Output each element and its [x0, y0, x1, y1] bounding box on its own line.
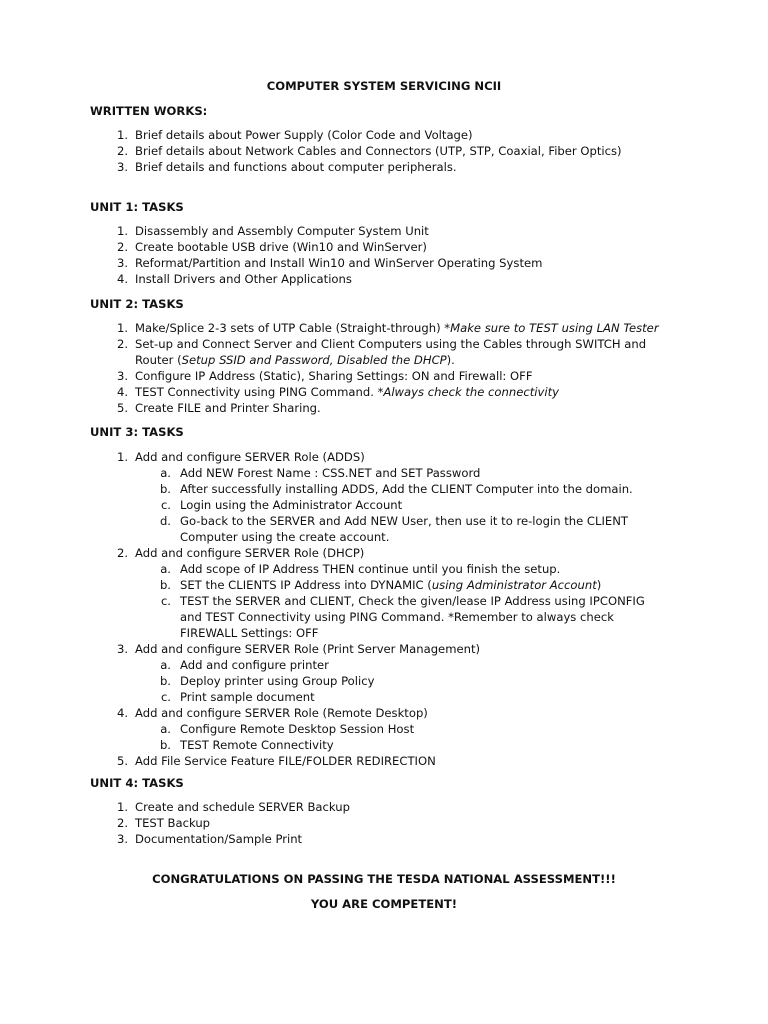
written-works-list — [0, 127, 665, 175]
unit2-list — [0, 320, 665, 416]
unit4-heading: UNIT 4: TASKS — [90, 776, 184, 790]
list-item: 4. Add and configure SERVER Role (Remote Desktop) a. Configure Remote Desktop Session Host b. TEST Remote Connectivity — [0, 705, 665, 753]
sub-list-item: c. TEST the SERVER and CLIENT, Check the given/lease IP Address using IPCONFIG and TEST Connectivity using PING Command. *Remember to always check FIREWALL Settings: OFF — [160, 594, 645, 640]
sub-list-item: a. Configure Remote Desktop Session Host — [160, 722, 415, 736]
sub-list — [135, 657, 665, 705]
list-item: 3. Configure IP Address (Static), Sharing Settings: ON and Firewall: OFF — [116, 369, 533, 383]
written-works-heading: WRITTEN WORKS: — [90, 104, 208, 118]
list-item: 2. Create bootable USB drive (Win10 and WinServer) — [116, 240, 427, 254]
sub-list-item: c. Print sample document — [160, 690, 315, 704]
sub-list-item: b. TEST Remote Connectivity — [159, 738, 334, 752]
sub-list-item: c. Login using the Administrator Account — [160, 498, 403, 512]
document-title: COMPUTER SYSTEM SERVICING NCII — [266, 79, 502, 93]
sub-list-item: b. Deploy printer using Group Policy — [159, 674, 375, 688]
unit4-list — [0, 799, 665, 847]
list-item: 1. Make/Splice 2-3 sets of UTP Cable (Straight-through) *Make sure to TEST using LAN Tester — [116, 321, 659, 335]
list-item: 1. Brief details about Power Supply (Color Code and Voltage) — [116, 128, 473, 142]
sub-list — [135, 465, 665, 545]
list-item: 4. TEST Connectivity using PING Command. *Always check the connectivity — [116, 385, 559, 399]
list-item: 2. TEST Backup — [116, 816, 211, 830]
sub-list — [135, 721, 665, 753]
unit2-heading: UNIT 2: TASKS — [90, 297, 184, 311]
sub-list-item: a. Add NEW Forest Name : CSS.NET and SET Password — [160, 466, 481, 480]
sub-list-item: a. Add and configure printer — [160, 658, 329, 672]
list-item: 5. Add File Service Feature FILE/FOLDER REDIRECTION — [116, 754, 436, 768]
sub-list-item: b. After successfully installing ADDS, Add the CLIENT Computer into the domain. — [159, 482, 633, 496]
sub-list — [135, 561, 665, 641]
list-item: 2. Set-up and Connect Server and Client Computers using the Cables through SWITCH and Router (Setup SSID and Password, Disabled the DHCP). — [116, 337, 647, 367]
list-item: 3. Documentation/Sample Print — [116, 832, 303, 846]
list-item: 2. Brief details about Network Cables and Connectors (UTP, STP, Coaxial, Fiber Optics) — [116, 144, 622, 158]
list-item: 1. Create and schedule SERVER Backup — [116, 800, 350, 814]
sub-list-item: d. Go-back to the SERVER and Add NEW User, then use it to re-login the CLIENT Computer using the create account. — [159, 514, 628, 544]
congratulations-text: CONGRATULATIONS ON PASSING THE TESDA NATIONAL ASSESSMENT!!! — [152, 872, 616, 886]
sub-list-item: b. SET the CLIENTS IP Address into DYNAMIC (using Administrator Account) — [159, 578, 602, 592]
list-item: 5. Create FILE and Printer Sharing. — [116, 401, 321, 415]
unit1-heading: UNIT 1: TASKS — [90, 200, 184, 214]
sub-list-item: a. Add scope of IP Address THEN continue until you finish the setup. — [160, 562, 561, 576]
unit1-list — [0, 223, 665, 287]
list-item: 3. Reformat/Partition and Install Win10 and WinServer Operating System — [116, 256, 543, 270]
list-item: 3. Brief details and functions about computer peripherals. — [116, 160, 457, 174]
list-item: 3. Add and configure SERVER Role (Print Server Management) a. Add and configure printer b. Deploy printer using Group Policy c. Print sample document — [0, 641, 665, 705]
list-item: 2. Add and configure SERVER Role (DHCP) a. Add scope of IP Address THEN continue until you finish the setup. b. SET the CLIENTS IP Address into DYNAMIC (using Administrator Account) c. TEST the SERVER and CLIENT, Check the given/lease IP Address using IPCONFIG and TEST Connectivity using PING Command. *Remember to always check FIREWALL Settings: OFF — [0, 545, 665, 641]
competent-text: YOU ARE COMPETENT! — [310, 897, 458, 911]
list-item: 1. Add and configure SERVER Role (ADDS) a. Add NEW Forest Name : CSS.NET and SET Password b. After successfully installing ADDS, Add the CLIENT Computer into the domain. c. Login using the Administrator Account d. Go-back to the SERVER and Add NEW User, then use it to re-login the CLIENT Computer using the create account. — [0, 449, 665, 545]
list-item: 1. Disassembly and Assembly Computer System Unit — [116, 224, 429, 238]
unit3-list — [0, 449, 665, 769]
list-item: 4. Install Drivers and Other Applications — [116, 272, 352, 286]
unit3-heading: UNIT 3: TASKS — [90, 425, 184, 439]
